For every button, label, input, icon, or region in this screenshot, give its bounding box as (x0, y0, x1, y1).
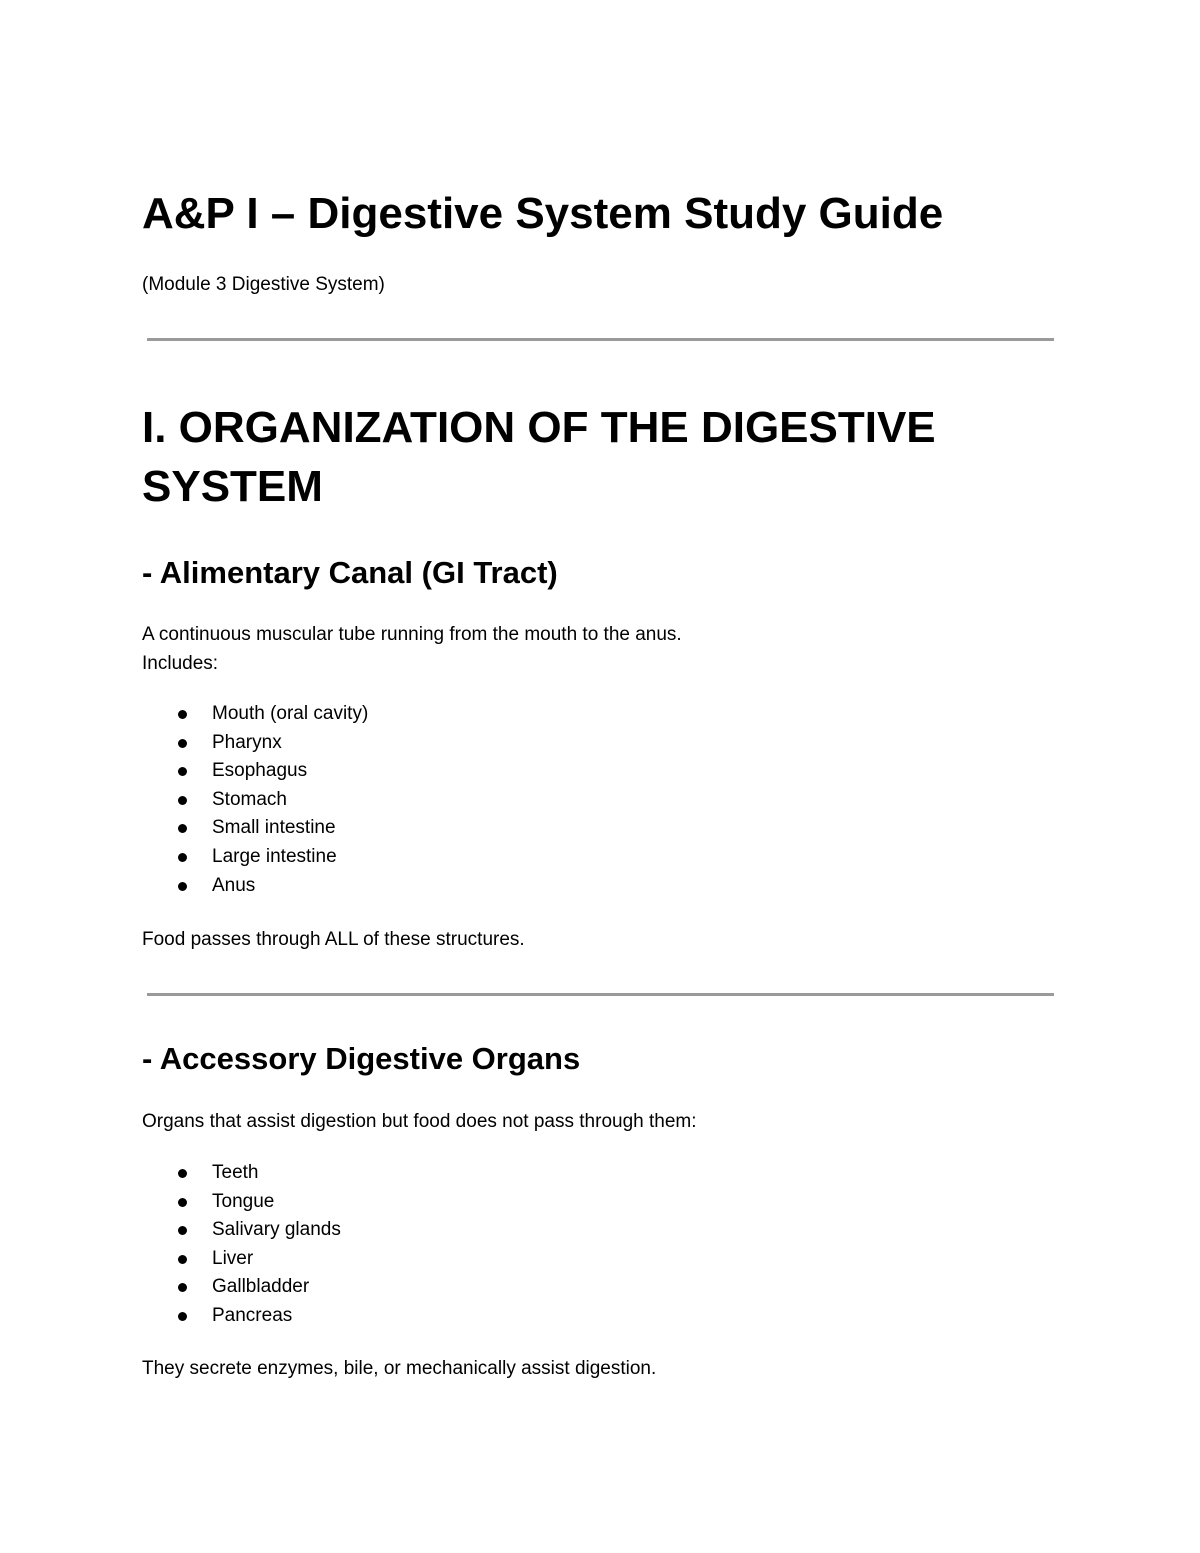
list-item (142, 729, 368, 758)
list-item (142, 1216, 341, 1245)
accessory-organs-note: They secrete enzymes, bile, or mechanically assist digestion. (142, 1358, 657, 1379)
list-item-text: Tongue (212, 1190, 275, 1212)
document-subtitle: (Module 3 Digestive System) (142, 274, 385, 295)
bullet-icon (178, 853, 187, 862)
list-item (142, 1159, 341, 1188)
accessory-organs-description: Organs that assist digestion but food does not pass through them: (142, 1111, 697, 1132)
list-item-text: Anus (212, 874, 256, 896)
alimentary-canal-list (142, 700, 368, 900)
list-item (142, 700, 368, 729)
list-item-text: Mouth (oral cavity) (212, 703, 369, 724)
list-item-text: Gallbladder (212, 1276, 310, 1298)
accessory-organs-heading: - Accessory Digestive Organs (142, 1041, 581, 1076)
list-item-text: Stomach (212, 788, 287, 810)
section-heading: I. ORGANIZATION OF THE DIGESTIVE SYSTEM (142, 403, 936, 511)
accessory-organs-list (142, 1159, 341, 1331)
list-item (142, 1188, 341, 1217)
bullet-icon (178, 1283, 187, 1292)
horizontal-divider (147, 338, 1054, 341)
list-item (142, 1245, 341, 1274)
list-item (142, 786, 368, 815)
document-title: A&P I – Digestive System Study Guide (142, 189, 944, 238)
bullet-icon (178, 1255, 187, 1264)
list-item-text: Pharynx (212, 731, 282, 753)
bullet-icon (178, 1226, 187, 1235)
list-item (142, 1273, 341, 1302)
includes-label: Includes: (142, 653, 219, 674)
alimentary-canal-heading: - Alimentary Canal (GI Tract) (142, 555, 558, 590)
list-item-text: Teeth (212, 1162, 259, 1183)
list-item-text: Pancreas (212, 1304, 293, 1326)
bullet-icon (178, 1198, 187, 1207)
bullet-icon (178, 739, 187, 748)
bullet-icon (178, 767, 187, 776)
bullet-icon (178, 882, 187, 891)
alimentary-canal-description: A continuous muscular tube running from the mouth to the anus. (142, 624, 682, 645)
bullet-icon (178, 1312, 187, 1321)
list-item (142, 1302, 341, 1331)
list-item-text: Esophagus (212, 760, 308, 782)
bullet-icon (178, 824, 187, 833)
list-item-text: Large intestine (212, 845, 337, 867)
bullet-icon (178, 796, 187, 805)
list-item (142, 814, 368, 843)
list-item-text: Small intestine (212, 817, 336, 839)
list-item (142, 872, 368, 901)
horizontal-divider (147, 993, 1054, 996)
bullet-icon (178, 1169, 187, 1178)
list-item (142, 843, 368, 872)
list-item-text: Liver (212, 1247, 254, 1269)
alimentary-canal-note: Food passes through ALL of these structures. (142, 929, 525, 950)
list-item (142, 757, 368, 786)
bullet-icon (178, 710, 187, 719)
list-item-text: Salivary glands (212, 1219, 341, 1241)
